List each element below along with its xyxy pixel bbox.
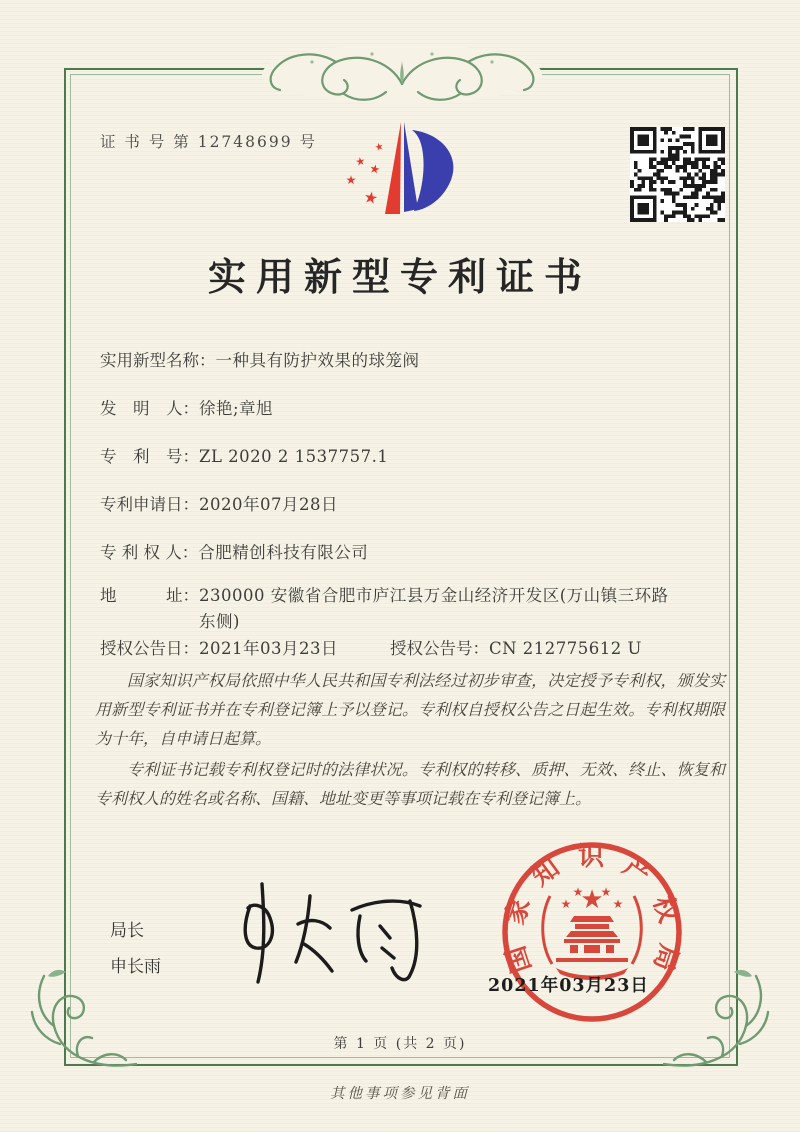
- field-value: 230000 安徽省合肥市庐江县万金山经济开发区(万山镇三环路东侧): [199, 586, 669, 631]
- seal-text: 国家知识产权局: [500, 842, 684, 977]
- field-label: 授权公告日：: [100, 639, 199, 658]
- field-label: 发 明 人：: [100, 399, 199, 418]
- field-value: ZL 2020 2 1537757.1: [199, 447, 389, 466]
- national-emblem: [543, 885, 642, 980]
- field-value: 合肥精创科技有限公司: [198, 543, 369, 562]
- back-side-note: 其他事项参见背面: [330, 1086, 470, 1102]
- field-inventor: [100, 396, 720, 422]
- officer-name: 申长雨: [110, 956, 161, 977]
- field-label: 地 址：: [100, 586, 199, 605]
- svg-text:★: ★: [345, 173, 357, 187]
- seal-date: 2021年03月23日: [488, 976, 649, 996]
- field-value: 2020年07月28日: [199, 495, 338, 514]
- svg-text:★: ★: [362, 186, 380, 209]
- certificate-number: 证 书 号 第 12748699 号: [100, 133, 318, 151]
- svg-text:★: ★: [354, 154, 367, 169]
- field-patent-number: [100, 444, 720, 470]
- page-number: 第 1 页 (共 2 页): [333, 1036, 467, 1052]
- official-seal: [496, 836, 688, 1028]
- field-utility-model-name: [100, 348, 720, 374]
- field-label: 授权公告号：: [389, 639, 489, 658]
- field-application-date: [100, 492, 720, 518]
- qr-code: [630, 127, 725, 222]
- svg-text:★: ★: [560, 897, 572, 911]
- field-value: 2021年03月23日: [199, 639, 338, 658]
- field-address: [100, 583, 720, 634]
- field-label: 专 利 权 人：: [100, 543, 199, 562]
- field-patentee: [100, 540, 720, 566]
- officer-title: 局长: [110, 921, 144, 941]
- field-value: 一种具有防护效果的球笼阀: [215, 351, 420, 370]
- field-grant-row: [100, 636, 720, 662]
- svg-text:★: ★: [612, 897, 624, 911]
- field-label: 实用新型名称：: [100, 351, 216, 370]
- legal-paragraph-1: 国家知识产权局依照中华人民共和国专利法经过初步审查，决定授予专利权，颁发实用新型专利证书并在专利登记簿上予以登记。专利权自授权公告之日起生效。专利权期限为十年，自申请日起算。: [95, 671, 725, 749]
- officer-block: [110, 914, 161, 985]
- svg-text:★: ★: [600, 885, 612, 899]
- certificate-title: 实用新型专利证书: [207, 254, 592, 299]
- field-label: 专 利 号：: [100, 447, 199, 466]
- legal-paragraph-2: 专利证书记载专利权登记时的法律状况。专利权的转移、质押、无效、终止、恢复和专利权人的姓名或名称、国籍、地址变更等事项记载在专利登记簿上。: [95, 760, 725, 809]
- field-value: 徐艳;章旭: [199, 399, 274, 418]
- svg-text:★: ★: [580, 885, 604, 915]
- field-label: 专利申请日：: [100, 495, 199, 514]
- cnipa-logo: [330, 110, 480, 238]
- svg-text:★: ★: [572, 885, 584, 899]
- svg-text:★: ★: [373, 141, 386, 154]
- svg-text:★: ★: [368, 161, 382, 178]
- field-value: CN 212775612 U: [488, 639, 642, 658]
- legal-text: [95, 666, 725, 816]
- top-ornament-flourish: [252, 40, 552, 112]
- commissioner-signature: [212, 868, 442, 993]
